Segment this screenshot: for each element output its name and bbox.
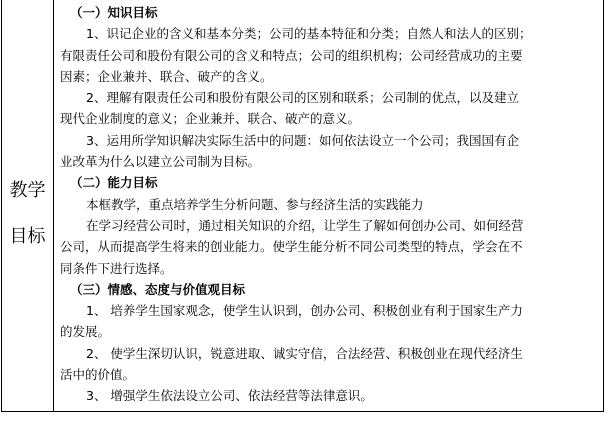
text-line: 有限责任公司和股份有限公司的含义和特点；公司的组织机构；公司经营成功的主要 bbox=[60, 47, 523, 63]
text-line: 1、识记企业的含义和基本分类；公司的基本特征和分类；自然人和法人的区别； bbox=[86, 26, 532, 42]
section-heading: （一）知识目标 bbox=[70, 5, 158, 20]
text-line: 的发展。 bbox=[60, 324, 111, 340]
row-label-line: 目标 bbox=[9, 226, 46, 247]
row-label-line: 教学 bbox=[9, 180, 46, 201]
row-label-cell bbox=[2, 168, 53, 260]
text-line: 公司，从而提高学生将来的创业能力。使学生能分析不同公司类型的特点，学会在不 bbox=[60, 239, 523, 255]
text-line: 在学习经营公司时，通过相关知识的介绍，让学生了解如何创办公司、如何经营 bbox=[86, 217, 524, 233]
section-heading: （二）能力目标 bbox=[70, 175, 158, 191]
section-heading: （三）情感、态度与价值观目标 bbox=[70, 281, 246, 297]
text-line: 3、运用所学知识解决实际生活中的问题：如何依法设立一个公司；我国国有企 bbox=[86, 132, 519, 148]
table-border-right bbox=[603, 0, 604, 412]
table-column-divider bbox=[53, 0, 54, 412]
text-line: 活中的价值。 bbox=[60, 367, 136, 383]
objectives-content bbox=[60, 2, 600, 407]
text-line: 2、理解有限责任公司和股份有限公司的区别和联系；公司制的优点，以及建立 bbox=[86, 90, 519, 106]
table-border-bottom bbox=[1, 411, 604, 412]
text-line: 2、 使学生深切认识，锐意进取、诚实守信，合法经营、积极创业在现代经济生 bbox=[86, 345, 523, 361]
text-line: 现代企业制度的意义；企业兼并、联合、破产的意义。 bbox=[60, 111, 361, 127]
text-line: 业改革为什么以建立公司制为目标。 bbox=[60, 154, 261, 170]
text-line: 3、 增强学生依法设立公司、依法经营等法律意识。 bbox=[86, 388, 373, 404]
text-line: 本框教学，重点培养学生分析问题、参与经济生活的实践能力 bbox=[86, 196, 424, 212]
text-line: 因素；企业兼并、联合、破产的含义。 bbox=[60, 68, 273, 84]
text-line: 1、 培养学生国家观念，使学生认识到，创办公司、积极创业有利于国家生产力 bbox=[86, 303, 523, 319]
text-line: 同条件下进行选择。 bbox=[60, 260, 173, 276]
